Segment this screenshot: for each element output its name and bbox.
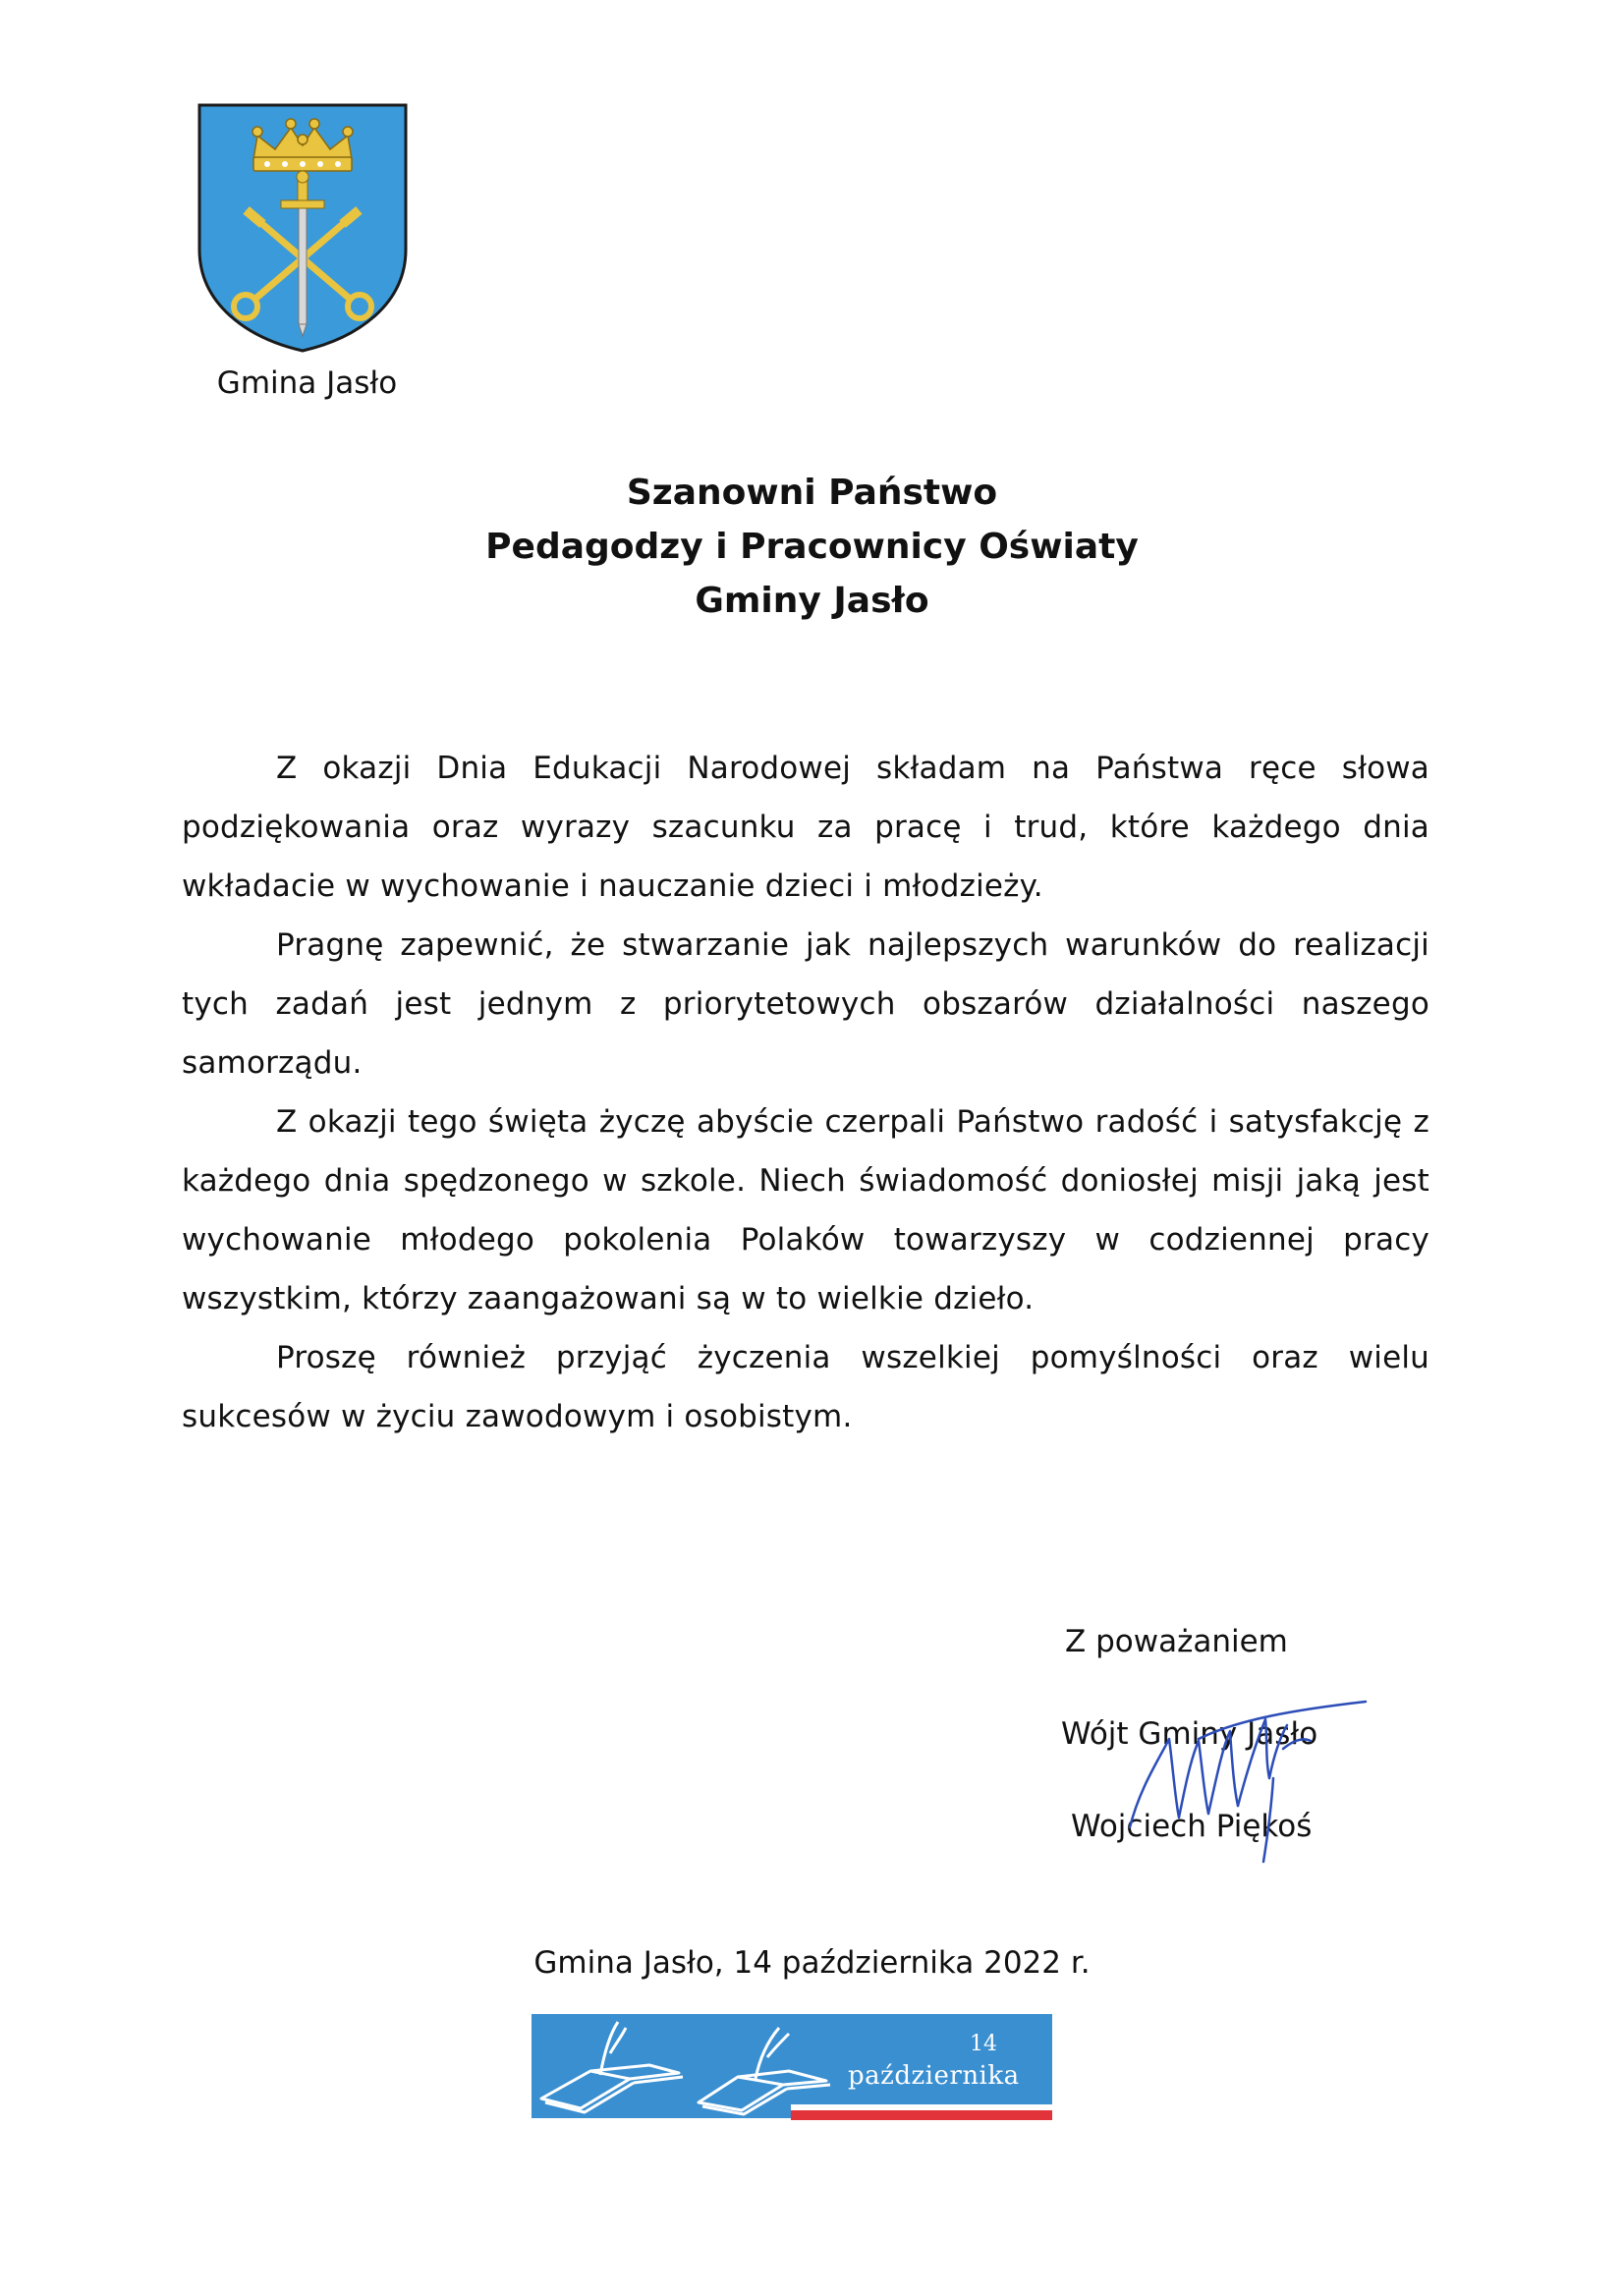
paragraph-2: Pragnę zapewnić, że stwarzanie jak najlepszych warunków do realizacji tych zadań jest jednym z priorytetowych obszarów działalności naszego samorządu.	[182, 927, 1429, 1081]
closing-position: Wójt Gminy Jasło	[1061, 1716, 1318, 1752]
banner-day: 14	[970, 2032, 997, 2056]
letter-body	[182, 739, 1429, 1446]
closing-name: Wojciech Piękoś	[1071, 1809, 1313, 1844]
coat-of-arms-icon	[196, 102, 409, 354]
paragraph-3: Z okazji tego święta życzę abyście czerpali Państwo radość i satysfakcję z każdego dnia spędzonego w szkole. Niech świadomość doniosłej misji jaką jest wychowanie młodego pokolenia Polaków towarzyszy w codziennej pracy wszystkim, którzy zaangażowani są w to wielkie dzieło.	[182, 1104, 1429, 1316]
paragraph-4: Proszę również przyjąć życzenia wszelkiej pomyślności oraz wielu sukcesów w życiu zawodowym i osobistym.	[182, 1340, 1429, 1434]
crest-caption: Gmina Jasło	[216, 365, 398, 401]
teachers-day-banner	[532, 2014, 1052, 2118]
heading-line-3: Gminy Jasło	[695, 581, 929, 621]
letter-heading	[196, 466, 1428, 628]
flag-stripe-red	[791, 2110, 1052, 2120]
heading-line-2: Pedagodzy i Pracownicy Oświaty	[485, 527, 1139, 567]
date-line: Gmina Jasło, 14 października 2022 r.	[533, 1945, 1091, 1981]
open-books-icon	[532, 2014, 866, 2118]
closing-block	[1061, 1611, 1317, 1857]
closing-greeting: Z poważaniem	[1065, 1624, 1288, 1659]
paragraph-1: Z okazji Dnia Edukacji Narodowej składam na Państwa ręce słowa podziękowania oraz wyrazy szacunku za pracę i trud, które każdego dnia wkładacie w wychowanie i nauczanie dzieci i młodzieży.	[182, 751, 1429, 904]
banner-month: października	[848, 2061, 1020, 2091]
heading-line-1: Szanowni Państwo	[626, 473, 998, 513]
